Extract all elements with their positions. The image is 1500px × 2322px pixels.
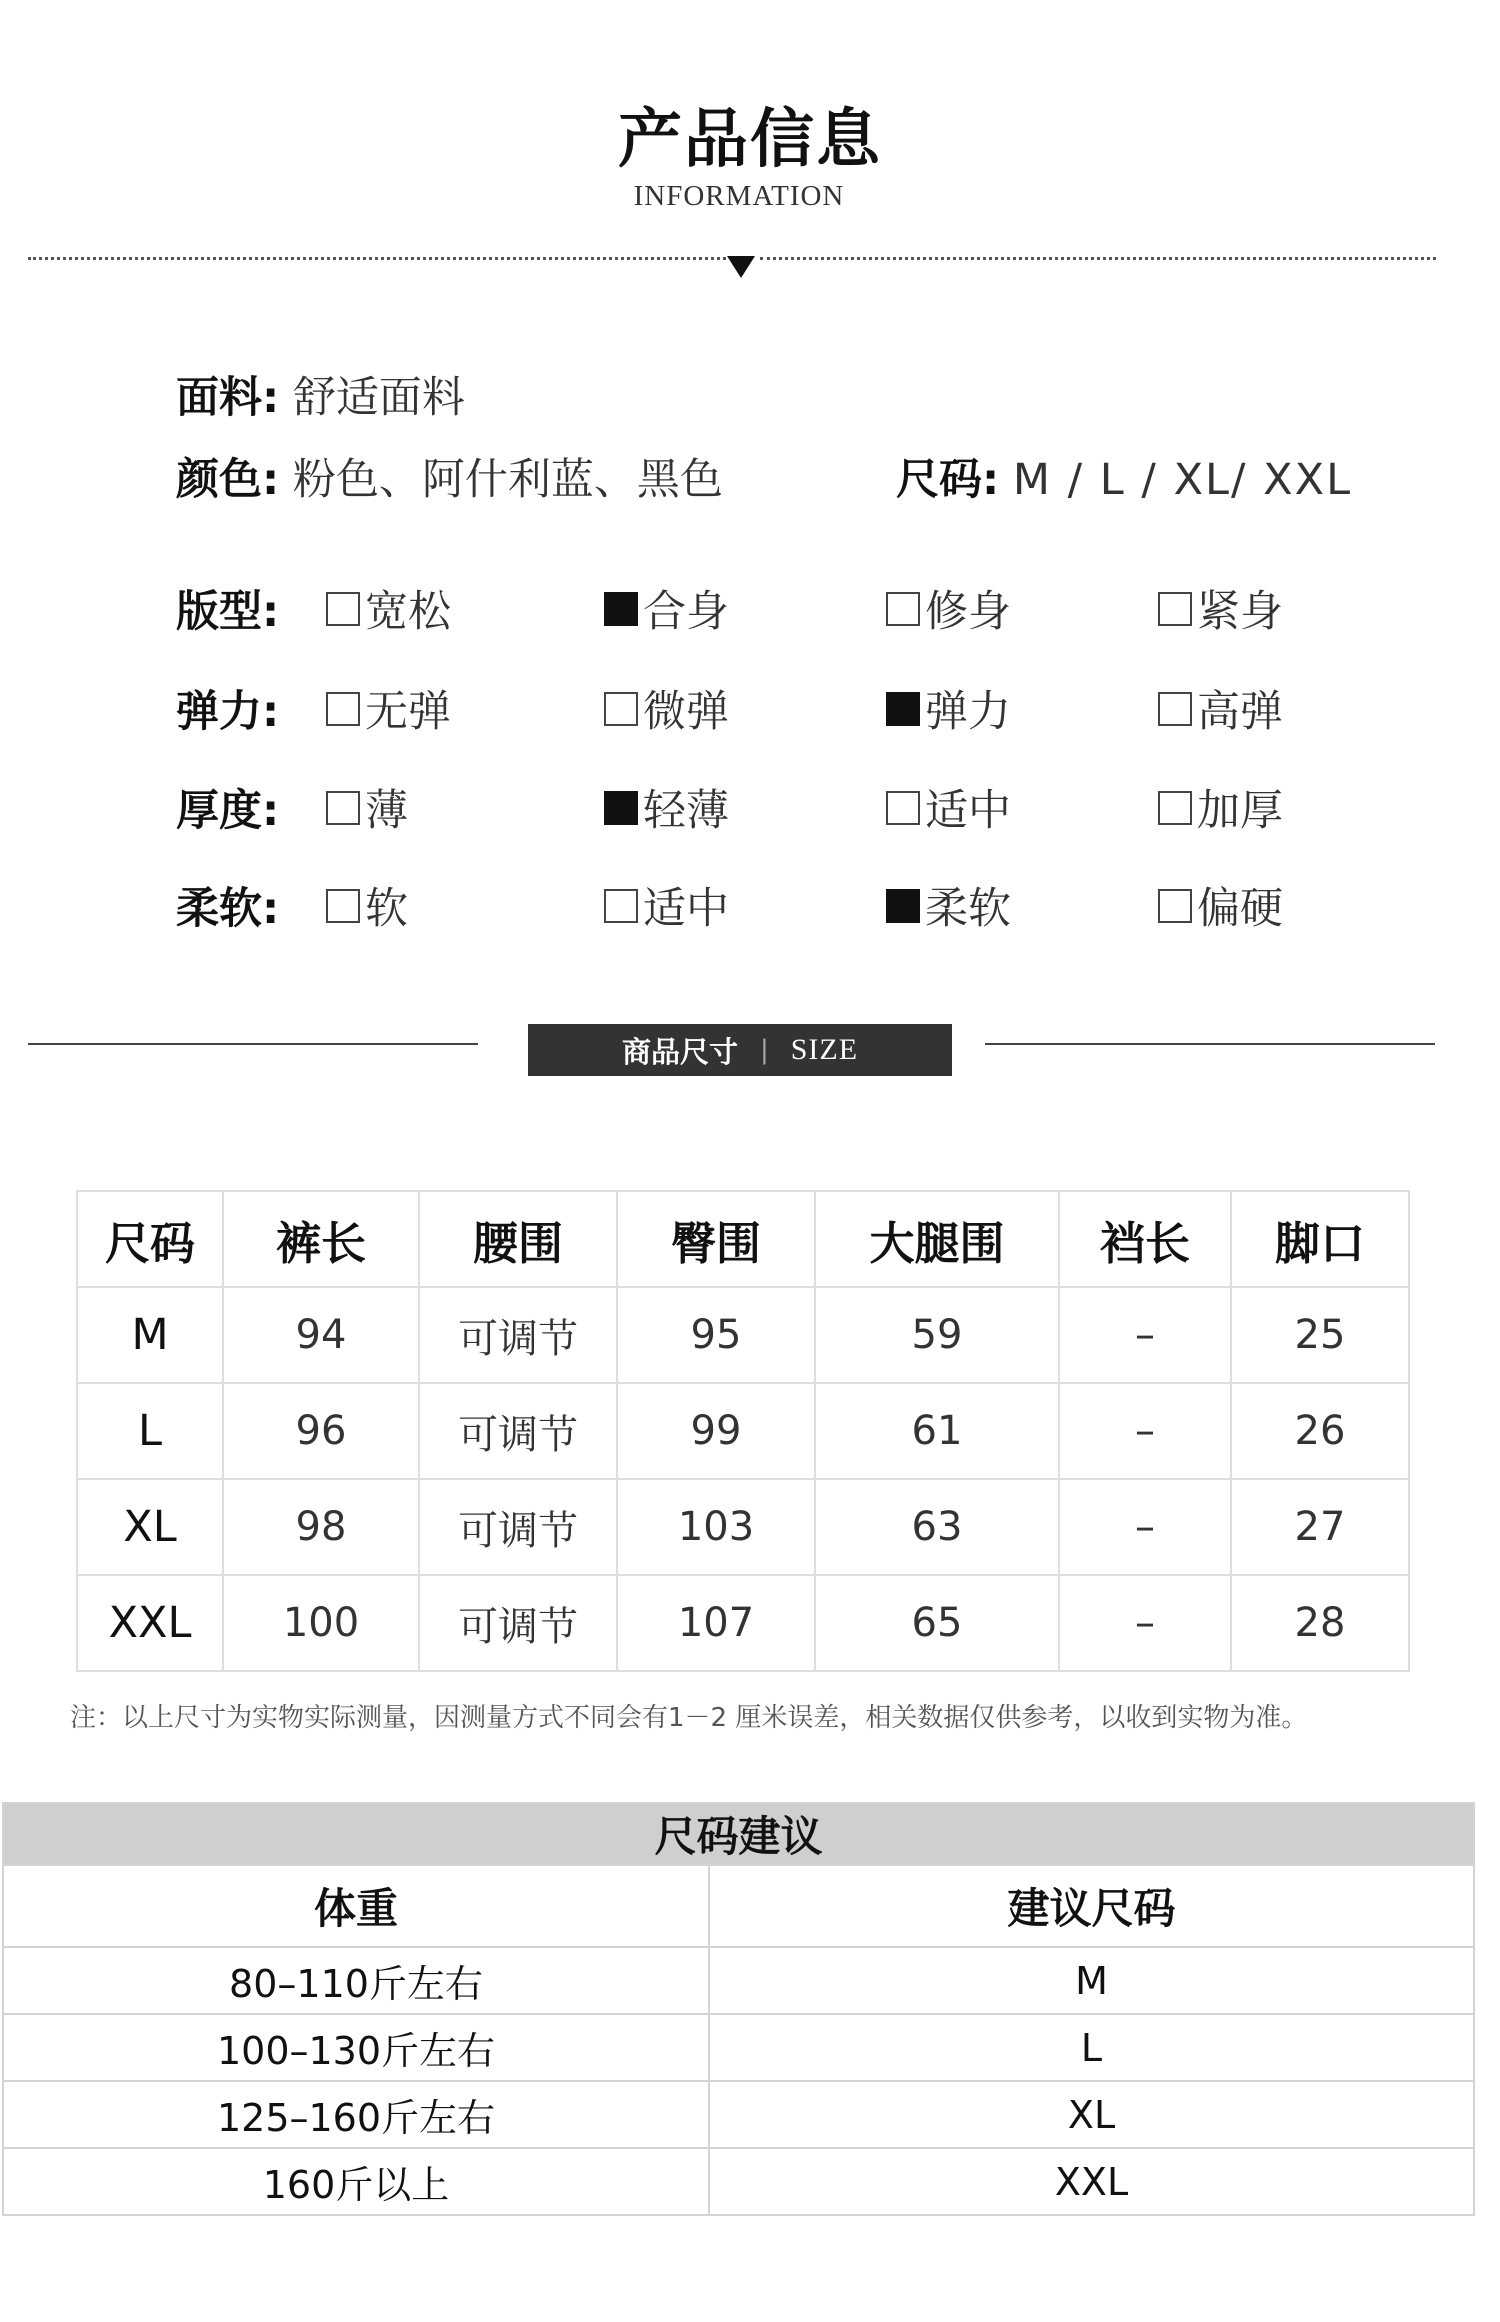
table-cell: XL bbox=[77, 1479, 223, 1575]
table-cell: M bbox=[709, 1947, 1474, 2014]
table-cell: 125–160斤左右 bbox=[3, 2081, 709, 2148]
option-label: 紧身 bbox=[1197, 587, 1283, 637]
size-row bbox=[896, 446, 1352, 507]
column-header: 建议尺码 bbox=[709, 1865, 1474, 1947]
table-cell: 98 bbox=[223, 1479, 419, 1575]
color-value: 粉色、阿什利蓝、黑色 bbox=[292, 455, 723, 505]
table-cell: 100 bbox=[223, 1575, 419, 1671]
attribute-option bbox=[604, 875, 729, 936]
banner-title-en: SIZE bbox=[790, 1033, 859, 1066]
column-header: 裆长 bbox=[1059, 1191, 1231, 1287]
banner-separator: | bbox=[759, 1035, 769, 1065]
table-cell: 99 bbox=[617, 1383, 815, 1479]
attribute-option bbox=[886, 678, 1011, 739]
table-row bbox=[3, 2081, 1474, 2148]
attribute-option bbox=[1158, 777, 1283, 838]
table-cell: – bbox=[1059, 1575, 1231, 1671]
checkbox-icon bbox=[326, 791, 360, 825]
option-label: 加厚 bbox=[1197, 786, 1283, 836]
attribute-label: 弹力: bbox=[176, 687, 280, 737]
table-cell: 96 bbox=[223, 1383, 419, 1479]
size-value: M / L / XL/ XXL bbox=[1012, 455, 1353, 505]
table-cell: M bbox=[77, 1287, 223, 1383]
table-cell: 80–110斤左右 bbox=[3, 1947, 709, 2014]
table-cell: 160斤以上 bbox=[3, 2148, 709, 2215]
attribute-row-fit bbox=[176, 578, 1376, 638]
checkbox-icon bbox=[1158, 889, 1192, 923]
checkbox-icon bbox=[326, 889, 360, 923]
divider-line-left bbox=[28, 1043, 478, 1045]
divider-line-right bbox=[985, 1043, 1435, 1045]
attribute-option bbox=[1158, 578, 1283, 639]
banner-title-cn: 商品尺寸 bbox=[621, 1034, 738, 1069]
table-cell: 65 bbox=[815, 1575, 1059, 1671]
column-header: 脚口 bbox=[1231, 1191, 1409, 1287]
table-cell: XL bbox=[709, 2081, 1474, 2148]
fabric-value: 舒适面料 bbox=[292, 373, 465, 423]
table-cell: 28 bbox=[1231, 1575, 1409, 1671]
option-label: 微弹 bbox=[643, 687, 729, 737]
checkbox-icon bbox=[604, 791, 638, 825]
attribute-option bbox=[604, 777, 729, 838]
table-cell: 27 bbox=[1231, 1479, 1409, 1575]
checkbox-icon bbox=[886, 889, 920, 923]
table-cell: 94 bbox=[223, 1287, 419, 1383]
attribute-option bbox=[604, 578, 729, 639]
attribute-option bbox=[1158, 875, 1283, 936]
attribute-option bbox=[326, 777, 408, 838]
page-subtitle: INFORMATION bbox=[633, 180, 845, 212]
attribute-option bbox=[326, 875, 408, 936]
table-cell: 107 bbox=[617, 1575, 815, 1671]
color-label: 颜色: bbox=[176, 455, 280, 505]
option-label: 偏硬 bbox=[1197, 884, 1283, 934]
column-header: 大腿围 bbox=[815, 1191, 1059, 1287]
table-cell: L bbox=[709, 2014, 1474, 2081]
recommendation-title-row bbox=[3, 1803, 1474, 1865]
table-cell: 63 bbox=[815, 1479, 1059, 1575]
table-cell: – bbox=[1059, 1383, 1231, 1479]
table-cell: – bbox=[1059, 1287, 1231, 1383]
recommendation-title: 尺码建议 bbox=[3, 1803, 1474, 1865]
option-label: 软 bbox=[365, 884, 408, 934]
table-cell: 可调节 bbox=[419, 1287, 617, 1383]
fabric-label: 面料: bbox=[176, 373, 280, 423]
option-label: 柔软 bbox=[925, 884, 1011, 934]
attribute-option bbox=[604, 678, 729, 739]
dotted-divider-left bbox=[28, 257, 726, 260]
attribute-option bbox=[886, 578, 1011, 639]
column-header: 臀围 bbox=[617, 1191, 815, 1287]
checkbox-icon bbox=[326, 592, 360, 626]
column-header: 尺码 bbox=[77, 1191, 223, 1287]
dotted-divider-right bbox=[760, 257, 1436, 260]
option-label: 合身 bbox=[643, 587, 729, 637]
checkbox-icon bbox=[604, 592, 638, 626]
checkbox-icon bbox=[604, 889, 638, 923]
attribute-label: 厚度: bbox=[176, 786, 280, 836]
size-section-banner bbox=[528, 1024, 952, 1076]
table-cell: XXL bbox=[709, 2148, 1474, 2215]
table-row bbox=[77, 1287, 1409, 1383]
table-cell: 可调节 bbox=[419, 1479, 617, 1575]
table-cell: 100–130斤左右 bbox=[3, 2014, 709, 2081]
table-row bbox=[77, 1575, 1409, 1671]
fabric-row bbox=[176, 364, 465, 425]
checkbox-icon bbox=[1158, 692, 1192, 726]
table-cell: XXL bbox=[77, 1575, 223, 1671]
table-row bbox=[3, 2148, 1474, 2215]
option-label: 适中 bbox=[643, 884, 729, 934]
checkbox-icon bbox=[326, 692, 360, 726]
size-recommendation-table bbox=[2, 1802, 1475, 2216]
option-label: 弹力 bbox=[925, 687, 1011, 737]
attribute-row-elasticity bbox=[176, 678, 1376, 738]
size-label: 尺码: bbox=[896, 455, 1000, 505]
option-label: 高弹 bbox=[1197, 687, 1283, 737]
table-cell: 103 bbox=[617, 1479, 815, 1575]
option-label: 修身 bbox=[925, 587, 1011, 637]
table-cell: 26 bbox=[1231, 1383, 1409, 1479]
checkbox-icon bbox=[886, 791, 920, 825]
table-row bbox=[3, 1947, 1474, 2014]
measurement-note: 注：以上尺寸为实物实际测量，因测量方式不同会有1－2 厘米误差，相关数据仅供参考，以收到实物为准。 bbox=[70, 1703, 1308, 1733]
checkbox-icon bbox=[1158, 791, 1192, 825]
table-cell: 25 bbox=[1231, 1287, 1409, 1383]
attribute-option bbox=[326, 678, 451, 739]
table-cell: 95 bbox=[617, 1287, 815, 1383]
table-cell: 59 bbox=[815, 1287, 1059, 1383]
page-title: 产品信息 bbox=[618, 103, 882, 177]
triangle-down-icon bbox=[727, 256, 755, 278]
size-table bbox=[76, 1190, 1410, 1672]
column-header: 裤长 bbox=[223, 1191, 419, 1287]
table-cell: 61 bbox=[815, 1383, 1059, 1479]
table-cell: L bbox=[77, 1383, 223, 1479]
checkbox-icon bbox=[886, 592, 920, 626]
checkbox-icon bbox=[886, 692, 920, 726]
table-header-row bbox=[77, 1191, 1409, 1287]
checkbox-icon bbox=[1158, 592, 1192, 626]
attribute-option bbox=[886, 777, 1011, 838]
attribute-label: 柔软: bbox=[176, 884, 280, 934]
option-label: 适中 bbox=[925, 786, 1011, 836]
attribute-option bbox=[1158, 678, 1283, 739]
color-row bbox=[176, 446, 723, 507]
option-label: 宽松 bbox=[365, 587, 451, 637]
table-cell: – bbox=[1059, 1479, 1231, 1575]
option-label: 轻薄 bbox=[643, 786, 729, 836]
table-cell: 可调节 bbox=[419, 1575, 617, 1671]
column-header: 体重 bbox=[3, 1865, 709, 1947]
attribute-row-softness bbox=[176, 875, 1376, 935]
table-header-row bbox=[3, 1865, 1474, 1947]
table-row bbox=[3, 2014, 1474, 2081]
option-label: 薄 bbox=[365, 786, 408, 836]
attribute-row-thickness bbox=[176, 777, 1376, 837]
attribute-option bbox=[886, 875, 1011, 936]
table-cell: 可调节 bbox=[419, 1383, 617, 1479]
table-row bbox=[77, 1383, 1409, 1479]
attribute-option bbox=[326, 578, 451, 639]
option-label: 无弹 bbox=[365, 687, 451, 737]
checkbox-icon bbox=[604, 692, 638, 726]
column-header: 腰围 bbox=[419, 1191, 617, 1287]
attribute-label: 版型: bbox=[176, 587, 280, 637]
table-row bbox=[77, 1479, 1409, 1575]
